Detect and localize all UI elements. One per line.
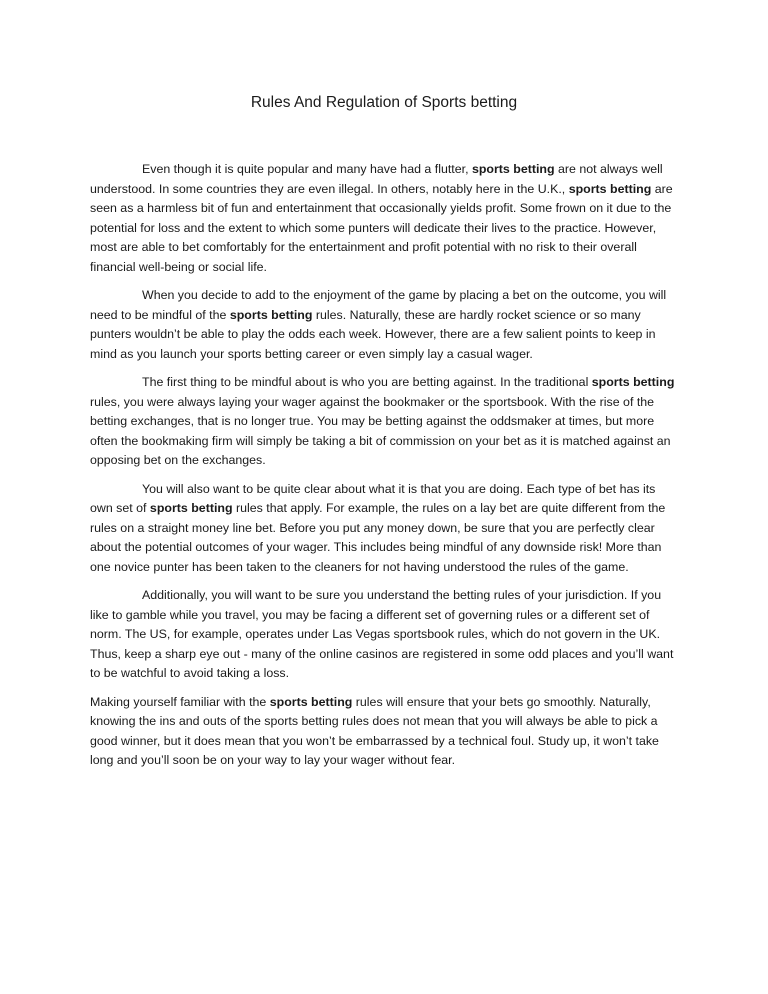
document-body [90,160,680,780]
paragraph-text: are seen as a harmless bit of fun and entertainment that occasionally yields profit. Some frown on it due to the potential for loss and the extent to which some punters will dedicate their lives to the practice. However, most are able to bet comfortably for the entertainment and profit potential with no risk to their overall financial well-being or social life. [90,181,673,274]
paragraph-text: Making yourself familiar with the [90,694,270,709]
document-title: Rules And Regulation of Sports betting [250,94,518,111]
bold-term: sports betting [269,694,353,709]
paragraph-text: rules, you were always laying your wager against the bookmaker or the sportsbook. With the rise of the betting exchanges, that is no longer true. You may be betting against the oddsmaker at times, but more often the bookmaking firm will simply be taking a bit of commission on your bet as it is matched against an opposing bet on the exchanges. [90,394,671,467]
paragraph-3 [90,373,680,471]
bold-term: sports betting [471,162,555,176]
bold-term: sports betting [591,375,675,389]
paragraph-text: rules will ensure that your bets go smoothly. Naturally, knowing the ins and outs of the sports betting rules does not mean that you will always be able to pick a good winner, but it does mean that you won’t be embarrassed by a technical foul. Study up, it won’t take long and you’ll soon be on your way to lay your wager without fear. [90,694,659,767]
paragraph-4 [90,480,680,578]
paragraph-text: Additionally, you will want to be sure you understand the betting rules of your jurisdiction. If you like to gamble while you travel, you may be facing a different set of governing rules or a different set of norm. The US, for example, operates under Las Vegas sportsbook rules, which do not govern in the UK. Thus, keep a sharp eye out - many of the online casinos are registered in some odd places and you’ll want to be watchful to avoid taking a loss. [90,588,674,680]
bold-term: sports betting [568,181,652,196]
paragraph-6 [90,693,680,771]
paragraph-text: are not always well understood. In some countries they are even illegal. In others, notably here in the U.K., [90,162,663,196]
bold-term: sports betting [229,307,313,322]
paragraph-2 [90,286,680,364]
bold-term: sports betting [149,501,233,515]
paragraph-5 [90,586,680,684]
paragraph-text: rules. Naturally, these are hardly rocket science or so many punters wouldn’t be able to play the odds each week. However, there are a few salient points to keep in mind as you launch your sports betting career or even simply lay a casual wager. [90,307,656,361]
paragraph-text: You will also want to be quite clear about what it is that you are doing. Each type of bet has its own set of [90,481,656,515]
paragraph-text: The first thing to be mindful about is who you are betting against. In the traditional [142,375,592,389]
paragraph-text: Even though it is quite popular and many have had a flutter, [142,162,472,176]
paragraph-1 [90,160,680,277]
paragraph-text: When you decide to add to the enjoyment of the game by placing a bet on the outcome, you will need to be mindful of the [90,288,667,322]
paragraph-text: rules that apply. For example, the rules on a lay bet are quite different from the rules on a straight money line bet. Before you put any money down, be sure that you are perfectly clear about the potential outcomes of your wager. This includes being mindful of any downside risk! More than one novice punter has been taken to the cleaners for not having understood the rules of the game. [90,501,666,574]
